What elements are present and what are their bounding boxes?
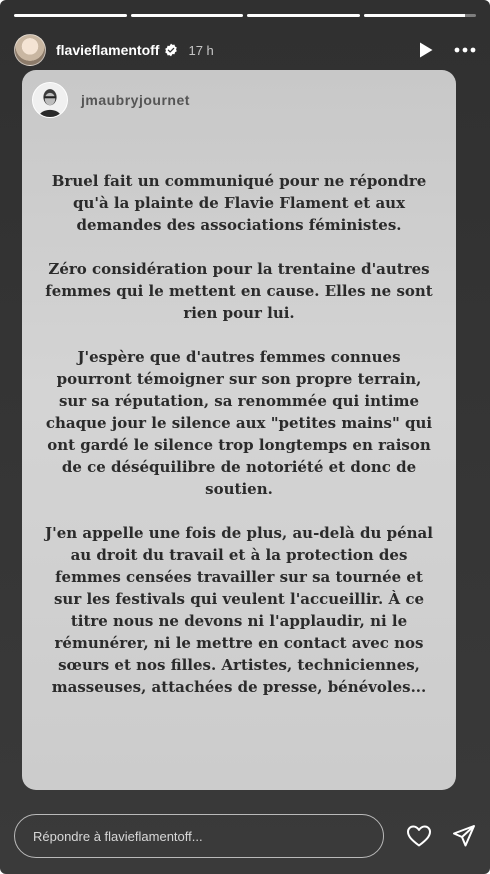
shared-post-header	[32, 82, 190, 118]
shared-post-avatar[interactable]	[32, 82, 68, 118]
progress-fill	[131, 14, 244, 17]
send-icon[interactable]	[452, 824, 476, 848]
progress-segment	[131, 14, 244, 17]
story-username[interactable]: flavieflamentoff	[56, 42, 160, 58]
post-time: 17 h	[188, 42, 214, 58]
post-paragraph: Zéro considération pour la trentaine d'autres femmes qui le mettent en cause. Elles ne sont rien pour lui.	[45, 260, 433, 322]
footer-actions	[406, 824, 476, 848]
progress-fill	[247, 14, 360, 17]
verified-badge-icon	[164, 43, 178, 57]
progress-fill	[14, 14, 127, 17]
shared-post-username[interactable]: jmaubryjournet	[81, 92, 190, 108]
progress-segment	[247, 14, 360, 17]
heart-icon[interactable]	[406, 824, 432, 848]
progress-segment	[14, 14, 127, 17]
progress-fill	[364, 14, 465, 17]
post-paragraph: J'espère que d'autres femmes connues pourront témoigner sur son propre terrain, sur sa réputation, sa renommée qui intime chaque jour le silence aux "petites mains" qui ont gardé le silence trop longtemps en raison de ce déséquilibre de notoriété et donc de soutien.	[45, 348, 433, 498]
user-avatar[interactable]	[14, 34, 46, 66]
play-icon[interactable]	[418, 41, 434, 59]
story-footer	[14, 812, 476, 860]
story-header	[14, 32, 476, 68]
shared-post-text	[42, 170, 436, 720]
shared-post-card[interactable]	[22, 70, 456, 790]
post-paragraph: Bruel fait un communiqué pour ne répondre qu'à la plainte de Flavie Flament et aux demandes des associations féministes.	[51, 172, 427, 234]
story-progress-bar	[14, 14, 476, 17]
progress-segment	[364, 14, 477, 17]
post-paragraph: J'en appelle une fois de plus, au-delà du pénal au droit du travail et à la protection des femmes censées travailler sur sa tournée et sur les festivals qui veulent l'accueillir. À ce titre nous ne devons ni l'applaudir, ni le rémunérer, ni le mettre en contact avec nos sœurs et nos filles. Artistes, techniciennes, masseuses, attachées de presse, bénévoles...	[45, 524, 433, 696]
header-actions	[418, 41, 476, 59]
reply-input[interactable]	[14, 814, 384, 858]
reply-placeholder: Répondre à flavieflamentoff...	[33, 828, 203, 844]
more-icon[interactable]	[454, 47, 476, 53]
